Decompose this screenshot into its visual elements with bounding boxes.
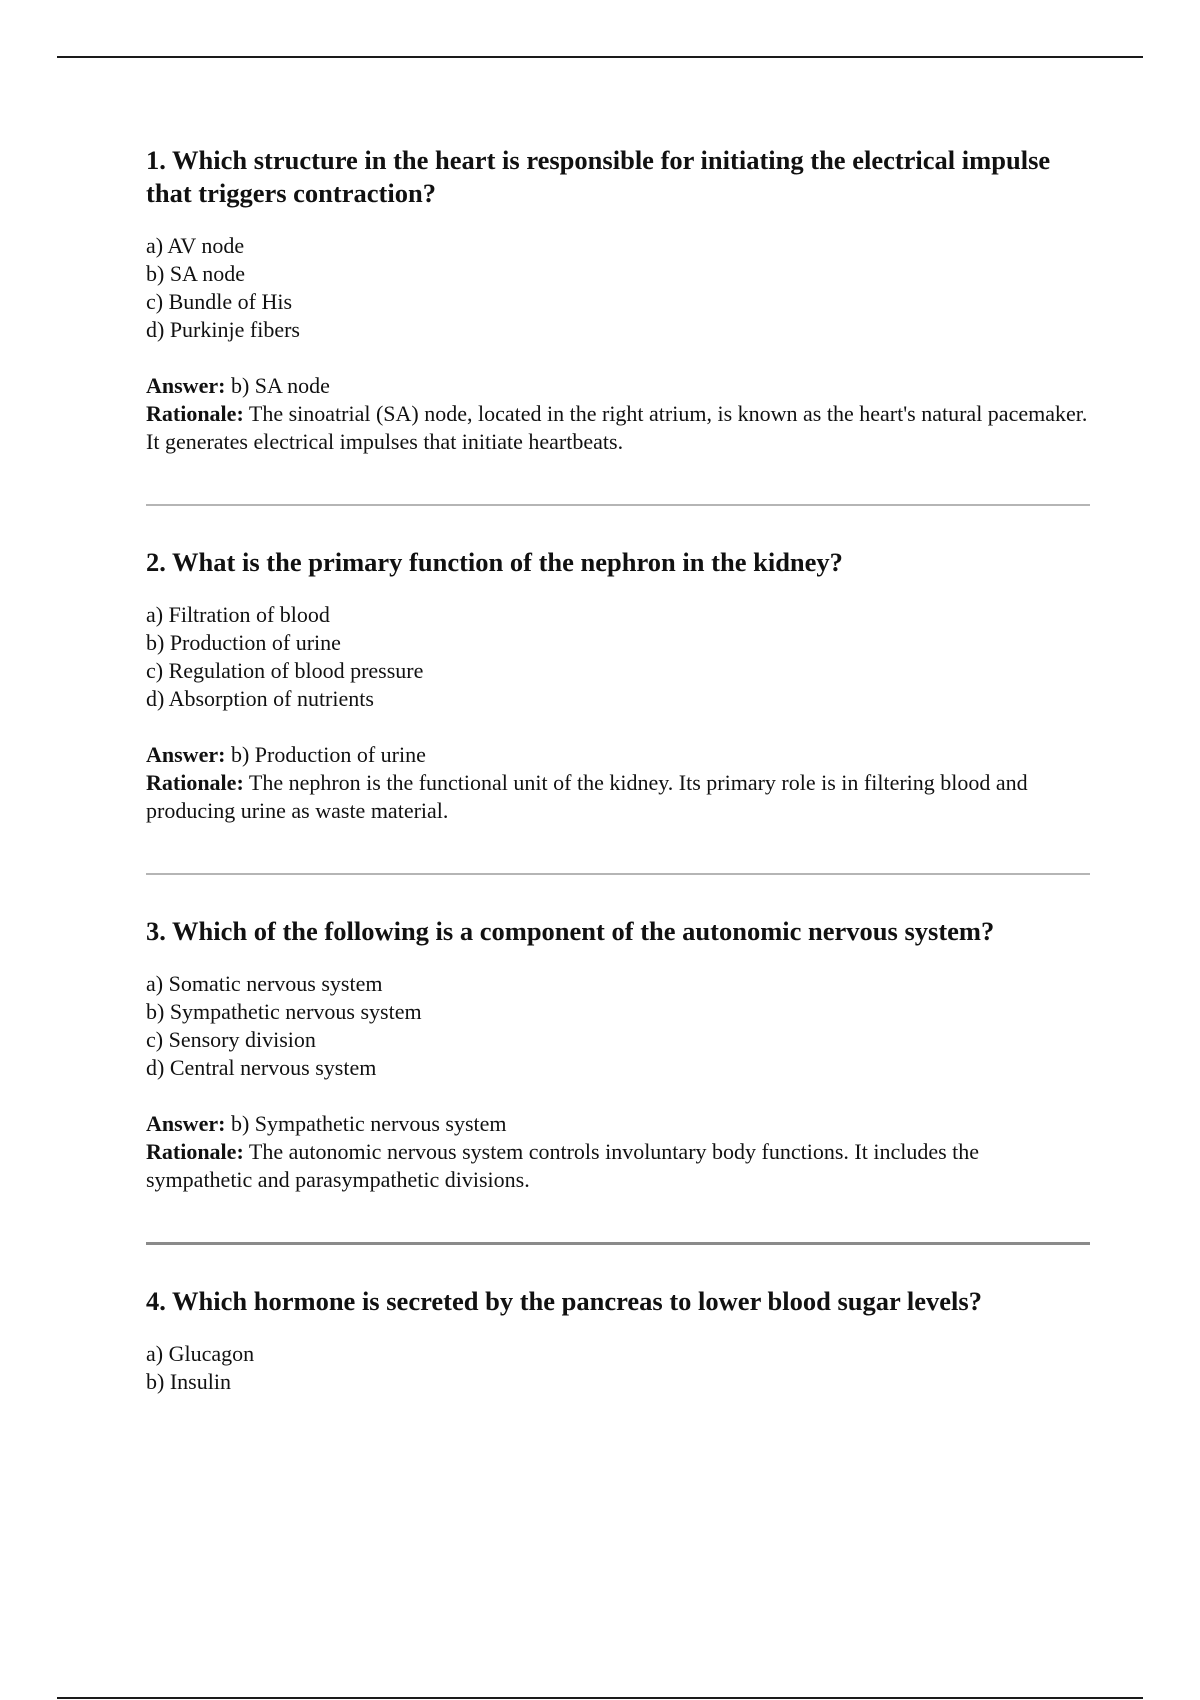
- question-1-text: 1. Which structure in the heart is responsible for initiating the electrical impulse that triggers contraction?: [146, 145, 1051, 208]
- option-4b: b) Insulin: [146, 1369, 231, 1394]
- question-block-3: [146, 915, 1090, 1194]
- question-2-options: [146, 601, 1090, 713]
- option-3b: b) Sympathetic nervous system: [146, 999, 422, 1024]
- rationale-label: Rationale:: [146, 401, 244, 426]
- answer-label: Answer:: [146, 742, 226, 767]
- question-3-options: [146, 970, 1090, 1082]
- question-1-options: [146, 232, 1090, 344]
- question-1-answer-block: [146, 372, 1090, 456]
- option-1a: a) AV node: [146, 233, 245, 258]
- question-2-answer: [146, 741, 1090, 769]
- question-block-4: [146, 1285, 1090, 1396]
- rationale-text: The sinoatrial (SA) node, located in the right atrium, is known as the heart's natural pacemaker. It generates electrical impulses that initiate heartbeats.: [146, 401, 1088, 454]
- question-3-text: 3. Which of the following is a component of the autonomic nervous system?: [146, 916, 995, 946]
- question-4-options: [146, 1340, 1090, 1396]
- option-3c: c) Sensory division: [146, 1027, 316, 1052]
- answer-value: b) Production of urine: [230, 742, 426, 767]
- option-1d: d) Purkinje fibers: [146, 317, 300, 342]
- rationale-label: Rationale:: [146, 770, 244, 795]
- option-3a: a) Somatic nervous system: [146, 971, 383, 996]
- question-3-rationale: [146, 1138, 1090, 1194]
- option-1b: b) SA node: [146, 261, 245, 286]
- question-3-answer-block: [146, 1110, 1090, 1194]
- question-1-rationale: [146, 400, 1090, 456]
- divider: [146, 504, 1090, 506]
- answer-value: b) SA node: [230, 373, 330, 398]
- option-2b: b) Production of urine: [146, 630, 341, 655]
- divider: [146, 873, 1090, 875]
- question-3-answer: [146, 1110, 1090, 1138]
- option-2c: c) Regulation of blood pressure: [146, 658, 424, 683]
- option-4a: a) Glucagon: [146, 1341, 255, 1366]
- question-2-rationale: [146, 769, 1090, 825]
- option-2a: a) Filtration of blood: [146, 602, 330, 627]
- option-3d: d) Central nervous system: [146, 1055, 377, 1080]
- question-1-answer: [146, 372, 1090, 400]
- question-block-2: [146, 546, 1090, 825]
- question-4-text: 4. Which hormone is secreted by the pancreas to lower blood sugar levels?: [146, 1286, 982, 1316]
- rationale-label: Rationale:: [146, 1139, 244, 1164]
- page-top-rule: [57, 56, 1143, 58]
- page-bottom-rule: [57, 1697, 1143, 1699]
- answer-label: Answer:: [146, 373, 226, 398]
- option-2d: d) Absorption of nutrients: [146, 686, 374, 711]
- answer-value: b) Sympathetic nervous system: [230, 1111, 507, 1136]
- question-block-1: [146, 144, 1090, 456]
- answer-label: Answer:: [146, 1111, 226, 1136]
- document-body: [146, 144, 1090, 1396]
- option-1c: c) Bundle of His: [146, 289, 293, 314]
- question-2-answer-block: [146, 741, 1090, 825]
- question-2-text: 2. What is the primary function of the nephron in the kidney?: [146, 547, 843, 577]
- rationale-text: The nephron is the functional unit of the kidney. Its primary role is in filtering blood and producing urine as waste material.: [146, 770, 1028, 823]
- divider: [146, 1242, 1090, 1245]
- rationale-text: The autonomic nervous system controls involuntary body functions. It includes the sympathetic and parasympathetic divisions.: [146, 1139, 980, 1192]
